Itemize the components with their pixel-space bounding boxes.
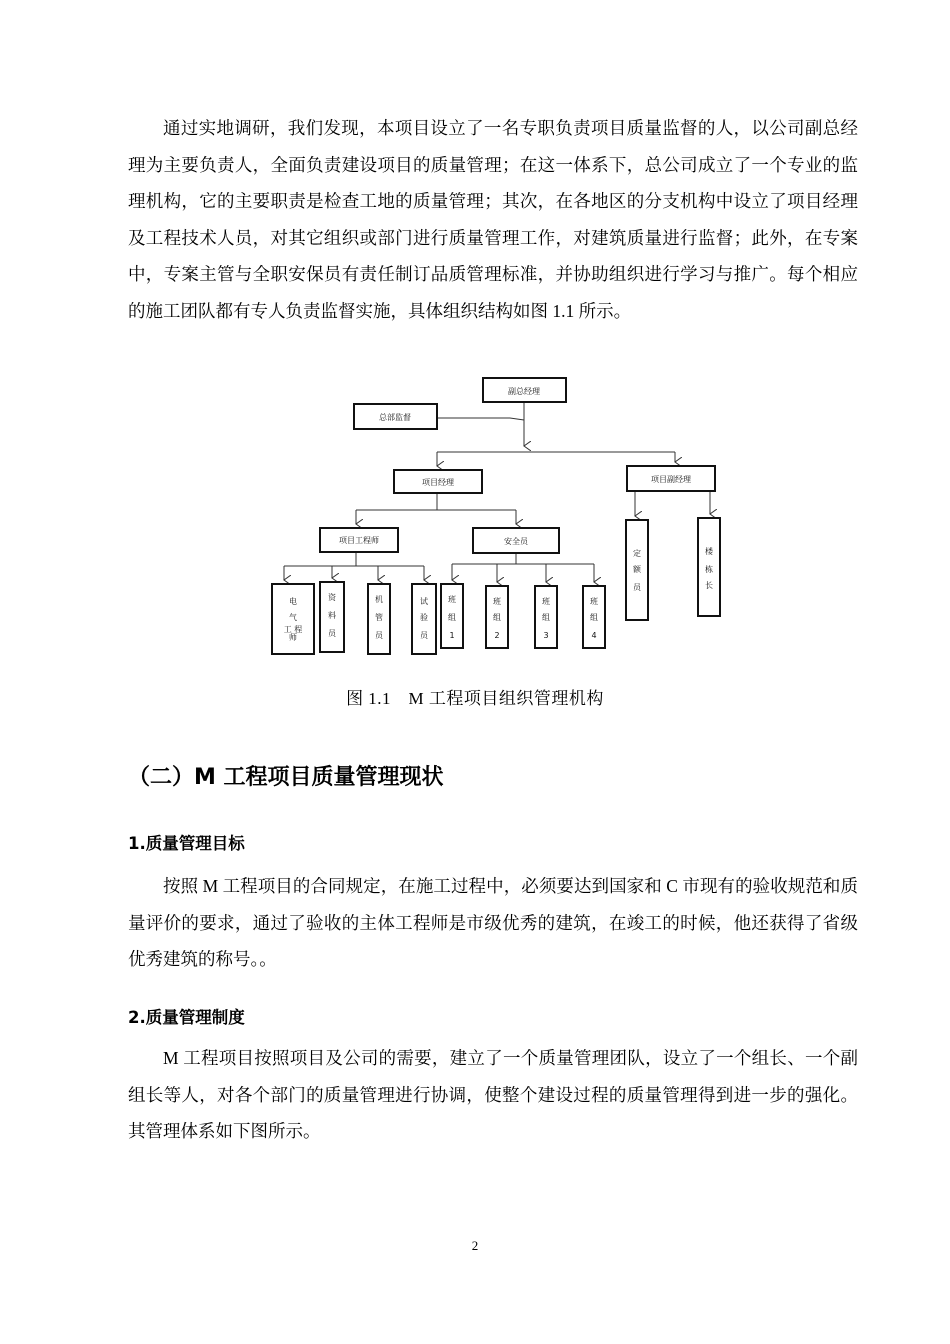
label-project-manager: 项目经理 xyxy=(422,478,454,487)
label-deputy-pm: 项目副经理 xyxy=(651,475,691,484)
svg-text:师: 师 xyxy=(289,633,297,642)
org-chart xyxy=(260,368,730,668)
label-deputy-gm: 副总经理 xyxy=(508,387,540,396)
svg-text:组: 组 xyxy=(448,613,456,622)
subsection1-heading: 1.质量管理目标 xyxy=(128,834,245,853)
svg-text:组: 组 xyxy=(590,613,598,622)
svg-text:长: 长 xyxy=(705,581,713,590)
svg-text:员: 员 xyxy=(375,631,383,640)
svg-text:班: 班 xyxy=(493,597,501,606)
svg-text:员: 员 xyxy=(420,631,428,640)
svg-text:额: 额 xyxy=(633,565,641,574)
svg-text:班: 班 xyxy=(590,597,598,606)
svg-text:组: 组 xyxy=(542,613,550,622)
label-hq-supervision: 总部监督 xyxy=(379,413,411,422)
subsection2-paragraph: M 工程项目按照项目及公司的需要，建立了一个质量管理团队，设立了一个组长、一个副组长等人，对各个部门的质量管理进行协调，使整个建设过程的质量管理得到进一步的强化。其管理体系如下图所示。 xyxy=(128,1048,858,1141)
label-safety-officer: 安全员 xyxy=(504,537,528,546)
svg-text:员: 员 xyxy=(328,629,336,638)
svg-text:班: 班 xyxy=(448,595,456,604)
svg-text:定: 定 xyxy=(633,549,641,558)
figure-caption: 图 1.1 M 工程项目组织管理机构 xyxy=(346,689,604,708)
svg-text:试: 试 xyxy=(420,597,428,606)
svg-text:电: 电 xyxy=(289,597,297,606)
label-building-head xyxy=(705,546,714,590)
svg-text:组: 组 xyxy=(493,613,501,622)
label-machine-clerk xyxy=(375,594,384,640)
svg-text:4: 4 xyxy=(591,631,597,640)
section-heading: （二）M 工程项目质量管理现状 xyxy=(128,765,444,790)
svg-text:料: 料 xyxy=(328,611,336,620)
svg-text:管: 管 xyxy=(375,613,383,622)
svg-text:工 程: 工 程 xyxy=(283,625,303,634)
label-project-engineer: 项目工程师 xyxy=(339,536,379,545)
svg-text:班: 班 xyxy=(542,597,550,606)
svg-text:机: 机 xyxy=(375,595,383,604)
page-number: 2 xyxy=(471,1238,479,1253)
svg-text:员: 员 xyxy=(633,583,641,592)
svg-text:验: 验 xyxy=(420,613,428,622)
svg-text:2: 2 xyxy=(494,631,500,640)
label-quota-clerk xyxy=(633,548,642,592)
svg-text:资: 资 xyxy=(328,593,336,602)
subsection2-heading: 2.质量管理制度 xyxy=(128,1008,245,1027)
svg-text:1: 1 xyxy=(449,631,455,640)
intro-paragraph: 通过实地调研，我们发现，本项目设立了一名专职负责项目质量监督的人，以公司副总经理为主要负责人，全面负责建设项目的质量管理；在这一体系下，总公司成立了一个专业的监理机构，它的主要职责是检查工地的质量管理；其次，在各地区的分支机构中设立了项目经理及工程技术人员，对其它组织或部门进行质量管理工作，对建筑质量进行监督；此外，在专案中，专案主管与全职安保员有责任制订品质管理标准，并协助组织进行学习与推广。每个相应的施工团队都有专人负责监督实施，具体组织结构如图 1.1 所示。 xyxy=(128,118,858,321)
label-test-clerk xyxy=(420,596,429,640)
svg-text:楼: 楼 xyxy=(705,547,713,556)
subsection1-paragraph: 按照 M 工程项目的合同规定，在施工过程中，必须要达到国家和 C 市现有的验收规范和质量评价的要求，通过了验收的主体工程师是市级优秀的建筑，在竣工的时候，他还获得了省级优秀建筑的称号。。 xyxy=(128,876,858,969)
label-data-clerk xyxy=(328,592,337,638)
svg-text:栋: 栋 xyxy=(705,565,713,574)
svg-text:气: 气 xyxy=(289,613,297,622)
svg-text:3: 3 xyxy=(543,631,549,640)
